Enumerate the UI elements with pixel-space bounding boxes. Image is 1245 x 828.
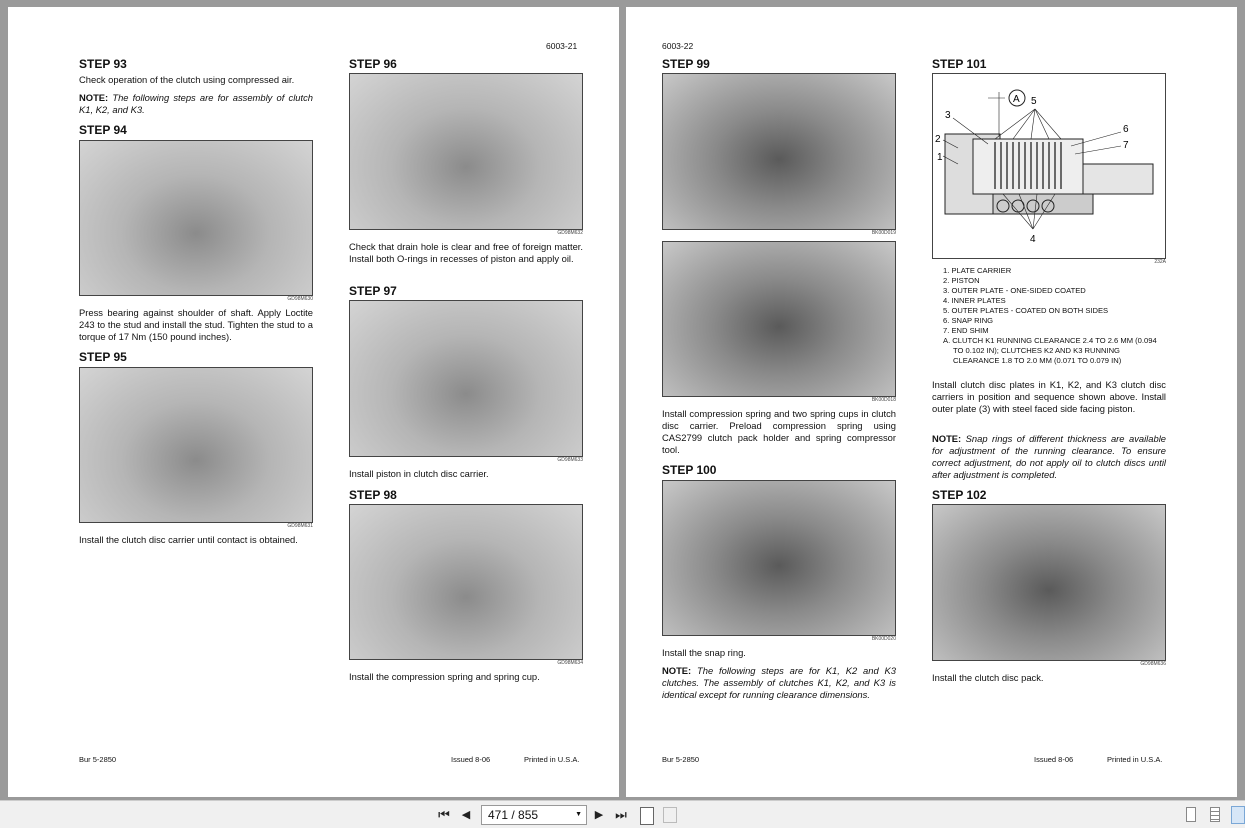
last-page-icon[interactable]: ⏭	[615, 807, 627, 822]
note-label: NOTE:	[932, 433, 962, 444]
image-code: GD98M630	[287, 296, 313, 302]
note-text	[932, 433, 1166, 481]
copy-page-icon[interactable]	[640, 807, 654, 825]
clutch-cross-section-diagram	[932, 73, 1166, 259]
diagram-label: 1	[937, 152, 943, 163]
previous-page-icon[interactable]: ◀	[461, 809, 471, 821]
note-text	[662, 665, 896, 701]
page-indicator: 471 / 855	[488, 808, 539, 822]
step-text: Install compression spring and two spring cups in clutch disc carrier. Preload compression spring using CAS2799 clutch pack holder and spring compressor tool.	[662, 408, 896, 455]
page-number-input[interactable]	[481, 805, 587, 825]
photo-disc-carrier	[79, 367, 313, 523]
step-text: Check that drain hole is clear and free of foreign matter. Install both O-rings in recesses of piston and apply oil.	[349, 241, 583, 264]
two-page-view-icon[interactable]	[1231, 806, 1245, 824]
paste-page-icon[interactable]	[663, 807, 677, 823]
step-heading: STEP 93	[79, 57, 127, 71]
step-heading: STEP 95	[79, 350, 127, 364]
image-code: GD98M631	[287, 523, 313, 529]
step-text: Install the clutch disc carrier until contact is obtained.	[79, 534, 298, 545]
step-text: Install the compression spring and spring cup.	[349, 671, 540, 682]
step-heading: STEP 102	[932, 488, 987, 502]
footer-issued: Issued 8-06	[451, 755, 491, 764]
page-number-header: 6003-21	[546, 41, 578, 51]
photo-clutch-pack-holder	[662, 241, 896, 397]
footer-doc: Bur 5-2850	[79, 755, 117, 764]
note-body: Snap rings of different thickness are available for adjustment of the running clearance. To ensure correct adjustment, do not apply oil to clutch discs until after adjustment is completed.	[932, 433, 1166, 480]
photo-spring-cups	[662, 73, 896, 230]
chevron-down-icon[interactable]: ▼	[575, 811, 582, 818]
photo-spring	[349, 504, 583, 660]
image-code: GD98M633	[557, 457, 583, 463]
footer-doc: Bur 5-2850	[662, 755, 700, 764]
continuous-view-icon[interactable]	[1210, 807, 1220, 822]
legend-item: 7. END SHIM	[943, 326, 989, 335]
legend-item: 1. PLATE CARRIER	[943, 266, 1012, 275]
step-text: Check operation of the clutch using compressed air.	[79, 74, 295, 85]
legend-item: 4. INNER PLATES	[943, 296, 1006, 305]
step-text: Install the snap ring.	[662, 647, 746, 658]
footer-printed: Printed in U.S.A.	[524, 755, 580, 764]
photo-piston-install	[349, 300, 583, 457]
photo-piston	[349, 73, 583, 230]
diagram-label: 7	[1123, 140, 1129, 151]
footer-printed: Printed in U.S.A.	[1107, 755, 1163, 764]
step-text: Install the clutch disc pack.	[932, 672, 1044, 683]
image-code: GD98M636	[1140, 661, 1166, 667]
image-code: GD98M632	[557, 230, 583, 236]
diagram-label: 3	[945, 110, 951, 121]
image-code: BK00D019	[871, 230, 896, 236]
step-heading: STEP 96	[349, 57, 397, 71]
pdf-viewer-toolbar	[0, 800, 1245, 828]
diagram-label: A	[1013, 94, 1020, 105]
note-text	[79, 92, 313, 116]
step-text: Press bearing against shoulder of shaft. Apply Loctite 243 to the stud and install the stud. Tighten the stud to a torque of 17 Nm (150 pound inches).	[79, 307, 313, 342]
page-number-header: 6003-22	[662, 41, 694, 51]
step-heading: STEP 100	[662, 463, 717, 477]
note-label: NOTE:	[79, 92, 109, 103]
note-body: The following steps are for assembly of clutch K1, K2, and K3.	[79, 92, 313, 115]
diagram-label: 2	[935, 134, 941, 145]
photo-gear-bearing	[79, 140, 313, 296]
note-body: The following steps are for K1, K2 and K3 clutches. The assembly of clutches K1, K2, and K3 is identical except for running clearance dimensions.	[662, 665, 896, 700]
step-heading: STEP 94	[79, 123, 127, 137]
step-text: Install piston in clutch disc carrier.	[349, 468, 489, 479]
first-page-icon[interactable]: ⏮	[438, 807, 450, 822]
note-label: NOTE:	[662, 665, 692, 676]
footer-issued: Issued 8-06	[1034, 755, 1074, 764]
diagram-label: 6	[1123, 124, 1129, 135]
photo-snap-ring	[662, 480, 896, 636]
photo-disc-pack	[932, 504, 1166, 661]
legend-item: 2. PISTON	[943, 276, 980, 285]
legend-item: A. CLUTCH K1 RUNNING CLEARANCE 2.4 TO 2.6 MM (0.094 TO 0.102 IN); CLUTCHES K2 AND K3 RUNNING CLEARANCE 1.8 TO 2.0 MM (0.071 TO 0.079 IN)	[943, 336, 1157, 365]
image-code: 232A	[1154, 259, 1166, 265]
step-heading: STEP 97	[349, 284, 397, 298]
diagram-label: 4	[1030, 234, 1036, 245]
legend-item: 3. OUTER PLATE - ONE-SIDED COATED	[943, 286, 1086, 295]
image-code: BK00D018	[871, 397, 896, 403]
step-heading: STEP 98	[349, 488, 397, 502]
pdf-page-right	[626, 7, 1237, 797]
legend-item: 6. SNAP RING	[943, 316, 994, 325]
next-page-icon[interactable]: ▶	[594, 809, 604, 821]
step-heading: STEP 99	[662, 57, 710, 71]
diagram-legend	[932, 266, 1166, 366]
diagram-label: 5	[1031, 96, 1037, 107]
image-code: BK00D020	[871, 636, 896, 642]
step-heading: STEP 101	[932, 57, 987, 71]
legend-item: 5. OUTER PLATES - COATED ON BOTH SIDES	[943, 306, 1109, 315]
pdf-page-left	[8, 7, 619, 797]
image-code: GD98M634	[557, 660, 583, 666]
step-text: Install clutch disc plates in K1, K2, and K3 clutch disc carriers in position and sequence shown above. Install outer plate (3) with steel faced side facing piston.	[932, 379, 1166, 414]
single-page-view-icon[interactable]	[1186, 807, 1196, 822]
